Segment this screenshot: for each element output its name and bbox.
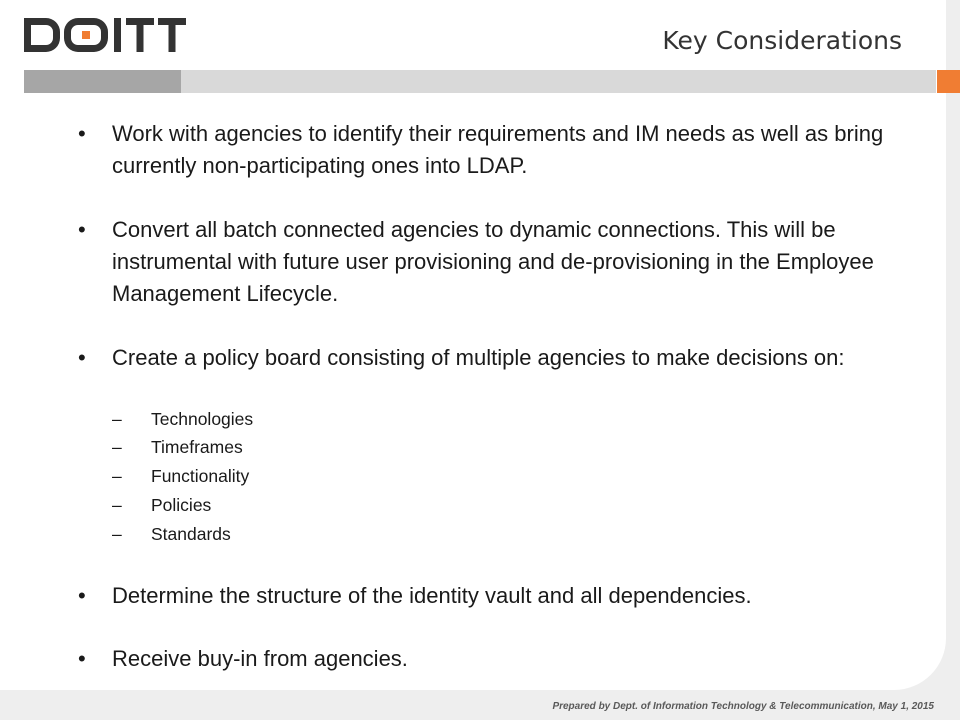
bullet-marker: • bbox=[78, 646, 86, 671]
sub-marker: – bbox=[112, 524, 122, 544]
sub-text: Standards bbox=[151, 524, 231, 544]
bullet-text: Work with agencies to identify their requirements and IM needs as well as bring currently non-participating ones into LDAP. bbox=[112, 121, 884, 178]
slide-title: Key Considerations bbox=[662, 26, 902, 55]
bullet-marker: • bbox=[78, 345, 86, 370]
bullet-marker: • bbox=[78, 121, 86, 146]
bullet-text: Receive buy-in from agencies. bbox=[112, 646, 408, 671]
sub-text: Timeframes bbox=[151, 437, 243, 457]
bullet-text: Determine the structure of the identity vault and all dependencies. bbox=[112, 583, 752, 608]
bullet-marker: • bbox=[78, 217, 86, 242]
footer-note: Prepared by Dept. of Information Technology & Telecommunication, May 1, 2015 bbox=[552, 701, 934, 712]
bullet-text: Create a policy board consisting of multiple agencies to make decisions on: bbox=[112, 345, 845, 370]
sub-marker: – bbox=[112, 437, 122, 457]
sub-marker: – bbox=[112, 495, 122, 515]
sub-text: Technologies bbox=[151, 409, 254, 429]
bullet-text: Convert all batch connected agencies to dynamic connections. This will be instrumental with future user provisioning and de-provisioning in the Employee Management Lifecycle. bbox=[112, 217, 874, 306]
sub-text: Policies bbox=[151, 495, 212, 515]
sub-marker: – bbox=[112, 466, 122, 486]
sub-marker: – bbox=[112, 409, 122, 429]
sub-text: Functionality bbox=[151, 466, 250, 486]
bullet-marker: • bbox=[78, 583, 86, 608]
